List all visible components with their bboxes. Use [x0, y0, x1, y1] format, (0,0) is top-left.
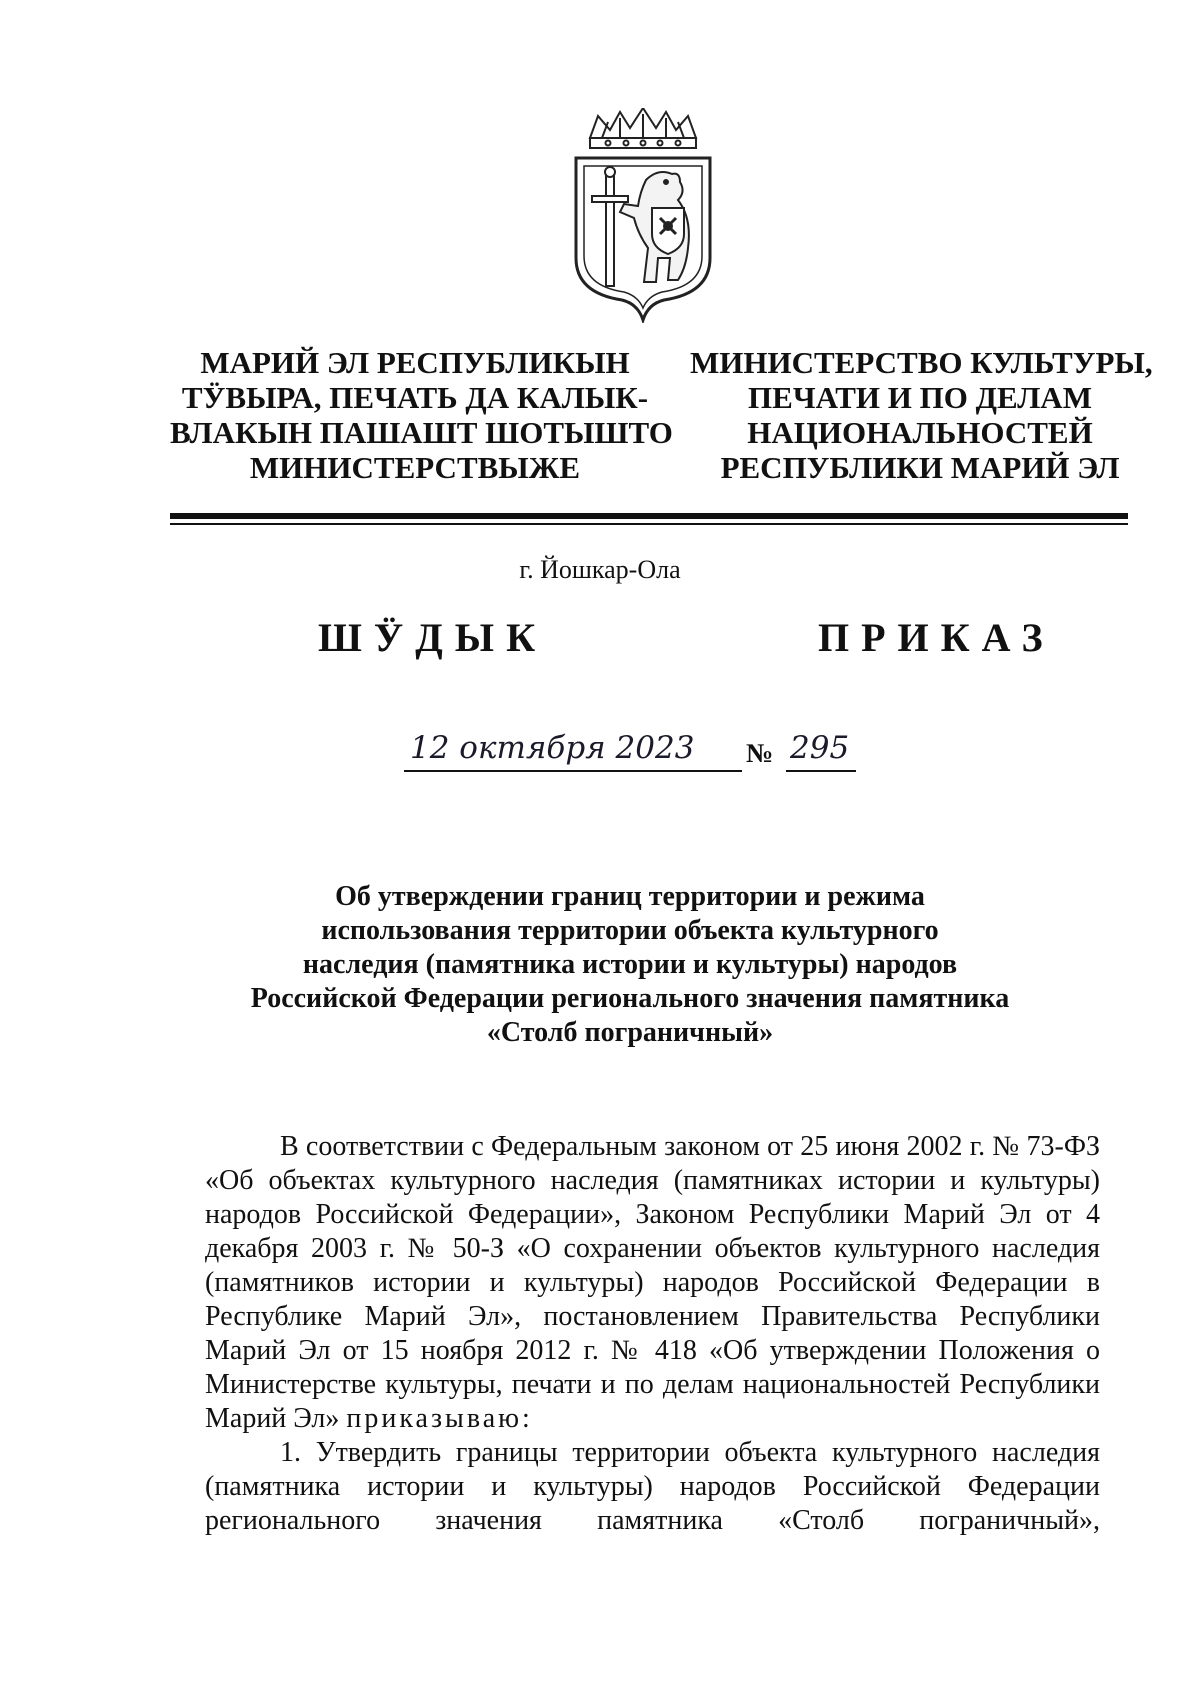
city-name: г. Йошкар-Ола — [519, 555, 681, 584]
org-line: МАРИЙ ЭЛ РЕСПУБЛИКЫН — [200, 345, 630, 380]
handwritten-number: 295 — [790, 730, 850, 766]
handwritten-date: 12 октября 2023 — [410, 730, 695, 766]
preamble-paragraph — [205, 1130, 1100, 1436]
header-divider-thick — [170, 513, 1128, 519]
number-sign: № — [746, 738, 774, 768]
order-item-1: 1. Утвердить границы территории объекта культурного наследия (памятника истории и культуры) народов Российской Федерации регионального значения памятника «Столб пограничный», — [205, 1437, 1100, 1536]
date-number-line — [410, 730, 890, 780]
org-name-mari — [170, 345, 673, 485]
header-divider-thin — [170, 523, 1128, 525]
document-body — [205, 1130, 1100, 1538]
org-line: РЕСПУБЛИКИ МАРИЙ ЭЛ — [720, 450, 1120, 485]
org-line: ТӰВЫРА, ПЕЧАТЬ ДА КАЛЫК- — [181, 380, 649, 415]
preamble-text: В соответствии с Федеральным законом от 25 июня 2002 г. № 73-ФЗ «Об объектах культурного наследия (памятниках истории и культуры) народов Российской Федерации», Законом Республики Марий Эл от 4 декабря 2003 г. № 50-З «О сохранении объектов культурного наследия (памятников истории и культуры) народов Российской Федерации в Республике Марий Эл», постановлением Правительства Республики Марий Эл от 15 ноября 2012 г. № 418 «Об утверждении Положения о Министерстве культуры, печати и по делам национальностей Республики Марий Эл» — [205, 1131, 1100, 1434]
number-underline — [786, 770, 856, 772]
subject-line: Российской Федерации регионального значения памятника — [250, 983, 1010, 1014]
subject-line: использования территории объекта культурного — [321, 915, 939, 946]
org-line: ПЕЧАТИ И ПО ДЕЛАМ — [748, 380, 1092, 415]
org-line: МИНИСТЕРСТВО КУЛЬТУРЫ, — [690, 345, 1153, 380]
org-line: ВЛАКЫН ПАШАШТ ШОТЫШТО — [170, 415, 673, 450]
org-line: НАЦИОНАЛЬНОСТЕЙ — [747, 415, 1093, 450]
subject-line: наследия (памятника истории и культуры) народов — [302, 949, 958, 980]
ornament-shield-icon — [652, 208, 684, 254]
subject-line: «Столб пограничный» — [486, 1017, 774, 1048]
order-word: приказываю: — [346, 1403, 533, 1434]
crown-icon — [590, 108, 696, 148]
coat-of-arms-emblem — [568, 108, 718, 323]
subject-line: Об утверждении границ территории и режима — [335, 881, 925, 912]
doc-type-russian: ПРИКАЗ — [818, 615, 1055, 660]
org-line: МИНИСТЕРСТВЫЖЕ — [249, 450, 581, 485]
org-name-russian — [690, 345, 1153, 485]
date-underline — [404, 770, 742, 772]
doc-type-mari: ШӰДЫК — [318, 615, 548, 660]
document-subject — [200, 880, 1060, 1050]
